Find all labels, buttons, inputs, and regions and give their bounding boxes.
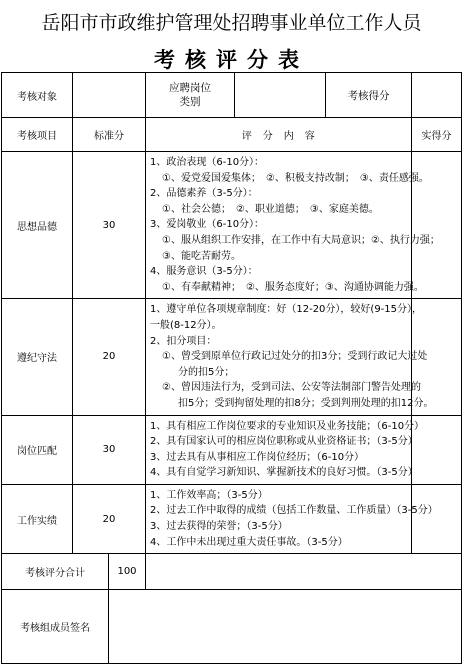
criteria-line: 4、服务意识（3-5分）： xyxy=(150,266,258,278)
criteria-line: 4、工作中未出现过重大责任事故。（3-5分） xyxy=(150,536,348,548)
criteria-line: 3、过去获得的荣誉；（3-5分） xyxy=(150,521,288,533)
section-content xyxy=(146,484,438,553)
criteria-line: ①、社会公德； ②、职业道德； ③、家庭美德。 xyxy=(162,203,379,215)
section-name: 思想品德 xyxy=(2,152,73,299)
criteria-line: 分的扣5分； xyxy=(178,366,235,378)
total-row xyxy=(2,554,462,590)
criteria-line: ①、有奉献精神； ②、服务态度好；③、沟通协调能力强。 xyxy=(162,281,424,293)
document-title: 岳阳市市政维护管理处招聘事业单位工作人员 xyxy=(41,12,422,34)
criteria-line: 1、政治表现（6-10分）： xyxy=(150,157,265,168)
criteria-line: 扣5分；受到拘留处理的扣8分；受到判刑处理的扣12分。 xyxy=(178,397,434,409)
section-score: 30 xyxy=(73,152,146,299)
position-value-cell[interactable] xyxy=(235,73,325,117)
section-name: 遵纪守法 xyxy=(2,299,73,415)
total-actual-cell[interactable] xyxy=(146,554,462,590)
section-name: 岗位匹配 xyxy=(2,415,73,484)
section-name: 工作实绩 xyxy=(2,484,73,553)
criteria-line: 2、具有国家认可的相应岗位职称或从业资格证书；（3-5分） xyxy=(150,436,418,448)
column-content: 评 分 内 容 xyxy=(146,118,412,152)
criteria-line: ②、曾因违法行为，受到司法、公安等法制部门警告处理的 xyxy=(162,382,421,394)
column-header-row xyxy=(2,118,462,152)
position-label-line2: 类别 xyxy=(179,96,201,108)
signature-label: 考核组成员签名 xyxy=(2,590,109,664)
section-row xyxy=(2,152,462,299)
criteria-line: ③、能吃苦耐劳。 xyxy=(162,250,241,262)
object-value-cell[interactable] xyxy=(73,73,146,118)
score-label: 考核得分 xyxy=(347,89,390,102)
position-cell xyxy=(146,73,412,118)
column-standard: 标准分 xyxy=(73,118,146,152)
score-value-cell[interactable] xyxy=(412,73,462,118)
criteria-line: 2、过去工作中取得的成绩（包括工作数量、工作质量）（3-5分） xyxy=(150,505,438,517)
criteria-line: 4、具有自觉学习新知识、掌握新技术的良好习惯。（3-5分） xyxy=(150,467,418,479)
position-label-line1: 应聘岗位 xyxy=(169,82,211,94)
criteria-line: 1、工作效率高；（3-5分） xyxy=(150,489,268,501)
criteria-line: 一般(8-12分）。 xyxy=(150,319,222,331)
section-score: 20 xyxy=(73,484,146,553)
section-content xyxy=(146,415,425,484)
criteria-line: 1、具有相应工作岗位要求的专业知识及业务技能；（6-10分） xyxy=(150,420,425,432)
section-score: 20 xyxy=(73,299,146,415)
scoring-table xyxy=(1,72,462,664)
section-row xyxy=(2,415,462,484)
column-actual: 实得分 xyxy=(412,118,462,152)
criteria-line: ①、爱党爱国爱集体； ②、积极支持改制； ③、责任感强。 xyxy=(162,172,429,184)
criteria-line: 3、爱岗敬业（6-10分）： xyxy=(150,219,265,231)
criteria-line: 2、品德素养（3-5分）： xyxy=(150,188,258,200)
criteria-line: 3、过去具有从事相应工作岗位经历；（6-10分） xyxy=(150,451,365,463)
section-score: 30 xyxy=(73,415,146,484)
header-info-row xyxy=(2,73,462,118)
section-row xyxy=(2,484,462,553)
total-label: 考核评分合计 xyxy=(2,554,109,590)
object-label: 考核对象 xyxy=(2,73,73,118)
criteria-line: 1、遵守单位各项规章制度：好（12-20分），较好(9-15分）， xyxy=(150,304,423,316)
column-item: 考核项目 xyxy=(2,118,73,152)
signature-row xyxy=(2,590,462,664)
section-content xyxy=(146,152,440,299)
criteria-line: ①、服从组织工作安排，在工作中有大局意识；②、执行力强； xyxy=(162,234,440,246)
criteria-line: ①、曾受到原单位行政记过处分的扣3分；受到行政记大过处 xyxy=(162,351,428,363)
signature-cell[interactable] xyxy=(109,590,462,664)
criteria-line: 2、扣分项目： xyxy=(150,335,217,347)
section-content xyxy=(146,299,434,415)
document-subtitle: 考核评分表 xyxy=(154,47,309,72)
actual-score-cell[interactable] xyxy=(412,484,462,553)
total-score: 100 xyxy=(109,554,146,590)
section-row xyxy=(2,299,462,415)
